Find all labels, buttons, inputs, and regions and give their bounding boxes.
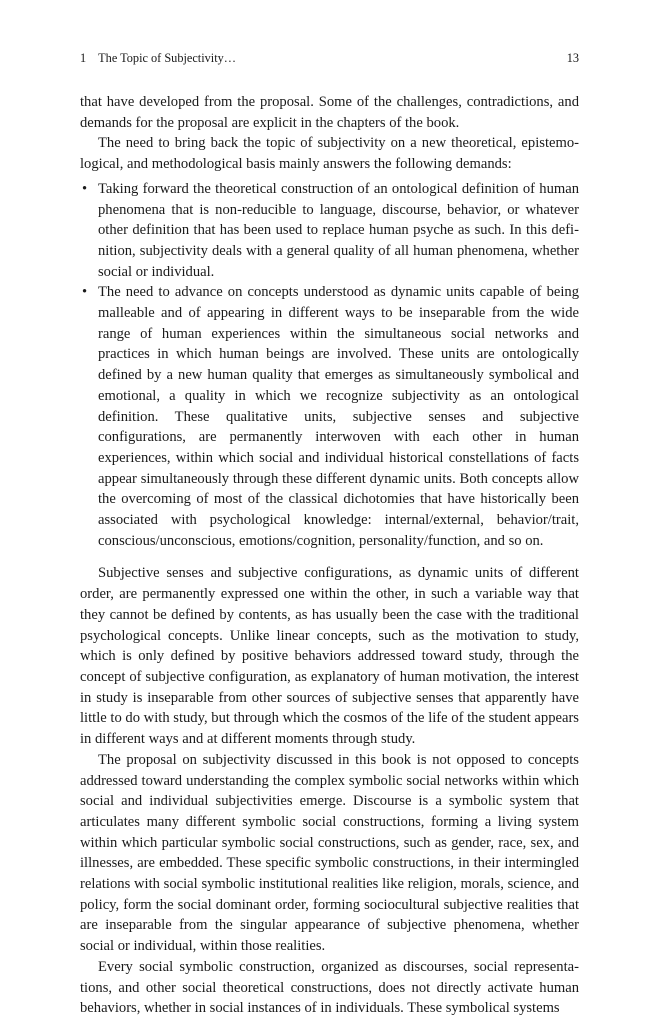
running-header xyxy=(80,50,579,66)
chapter-title: The Topic of Subjectivity… xyxy=(98,51,237,65)
list-item xyxy=(80,282,579,551)
paragraph-proposal-discourse: The proposal on subjectivity discussed in this book is not opposed to concepts addressed toward understanding the complex symbolic social networks within which social and individual subjectivities emerge. Discourse is a symbolic system that articulates many different symbolic social constructions, forming a living system within which particular symbolic social constructions, such as gender, race, sex, and illnesses, are embedded. These specific symbolic constructions, in their intermingled relations with social symbolic institutional realities like religion, morals, science, and policy, form the social dominant order, forming sociocultural subjective realities that are inseparable from the singular appearance of subjective phenomena, whether social or individual, within those realities. xyxy=(80,751,579,955)
chapter-heading xyxy=(80,50,236,66)
list-item-text: The need to advance on concepts understood as dynamic units capable of being malleable and of appearing in different ways to be inseparable from the wide range of human experiences within the simultaneous social networks and practices in which human beings are involved. These units are ontologically defined by a new human quality that emerges as simultaneously symbolical and emotional, a quality in which we recognize subjectivity as an ontological definition. These qualitative units, subjective senses and subjective configurations, are permanently interwoven with each other in human experiences, within which social and individual historical constellations of facts appear simultaneously through these different dynamic units. Both concepts allow the overcoming of most of the classical dichotomies that have historically been associated with psychological knowledge: internal/external, behavior/trait, conscious/unconscious, emotions/cognition, personality/function, and so on. xyxy=(98,284,579,549)
bullet-icon: • xyxy=(82,284,88,301)
paragraph-symbolic-construction: Every social symbolic construction, organized as discourses, social representations, and other social theoretical constructions, does not directly activate human behaviors, whether in social instances of in individuals. These symbolical systems xyxy=(80,958,579,1017)
demands-list xyxy=(80,179,579,552)
paragraph-continuation: that have developed from the proposal. Some of the challenges, contradictions, and demands for the proposal are explicit in the chapters of the book. xyxy=(80,94,579,131)
bullet-icon: • xyxy=(82,180,88,197)
paragraph-demands-intro: The need to bring back the topic of subjectivity on a new theoretical, epistemological, and methodological basis mainly answers the following demands: xyxy=(80,135,579,173)
chapter-number: 1 xyxy=(80,51,87,65)
paragraph-subjective-senses: Subjective senses and subjective configurations, as dynamic units of different order, are permanently expressed one within the other, in such a variable way that they cannot be defined by contents, as has usually been the case with the traditional psychological concepts. Unlike linear concepts, such as the motivation to study, which is only defined by positive behaviors addressed toward study, through the concept of subjective configuration, as explanatory of human motivation, the interest in study is inseparable from other sources of subjective senses that apparently have little to do with study, but through which the cosmos of the life of the student appears in different ways and at different moments through study. xyxy=(80,565,579,748)
page-number: 13 xyxy=(566,51,579,65)
list-item xyxy=(80,179,579,283)
list-item-text: Taking forward the theoretical construction of an ontological definition of human phenomena that is non-reducible to language, discourse, behavior, or whatever other definition that has been used to replace human psyche as such. In this definition, subjectivity deals with a general quality of all human phenomena, whether social or individual. xyxy=(98,180,579,280)
body-text xyxy=(80,92,579,1019)
book-page xyxy=(80,50,579,1019)
